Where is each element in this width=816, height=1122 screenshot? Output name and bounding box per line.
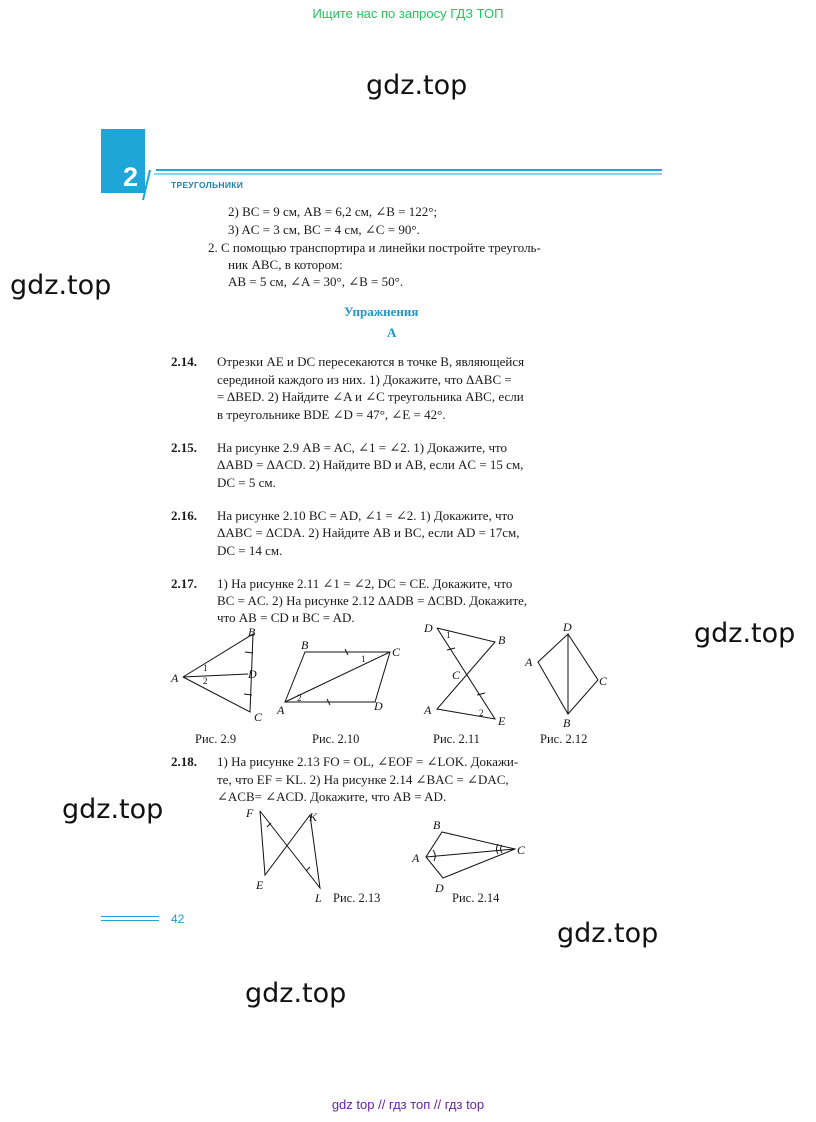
watermark: gdz.top: [10, 270, 112, 301]
label: A: [424, 703, 432, 717]
page-number: 42: [171, 912, 185, 926]
problem-line: ΔABD = ΔACD. 2) Найдите BD и AB, если AC = 15 см,: [217, 457, 524, 472]
watermark: gdz.top: [245, 978, 347, 1009]
label: B: [301, 638, 309, 652]
problem-line: На рисунке 2.9 AB = AC, ∠1 = ∠2. 1) Докажите, что: [217, 440, 508, 455]
figure-caption: Рис. 2.9: [195, 732, 237, 746]
problem-line: что AB = CD и BC = AD.: [217, 610, 355, 625]
label: C: [517, 843, 526, 857]
label: E: [498, 714, 506, 728]
label: B: [433, 818, 441, 832]
figure-2-11: [423, 622, 506, 728]
label: A: [525, 655, 533, 669]
page-rule: [101, 916, 159, 917]
label: L: [315, 891, 322, 903]
figure-2-13: [245, 806, 322, 903]
problem-line: в треугольнике BDE ∠D = 47°, ∠E = 42°.: [217, 407, 446, 422]
label: 1: [203, 663, 208, 673]
watermark: gdz.top: [62, 794, 164, 825]
label: 1: [361, 654, 366, 664]
problem-line: ΔABC = ΔCDA. 2) Найдите AB и BC, если AD = 17см,: [217, 525, 520, 540]
figure-2-9: [170, 625, 263, 724]
label: F: [246, 806, 254, 820]
intro-line: AB = 5 см, ∠A = 30°, ∠B = 50°.: [228, 274, 404, 289]
label: D: [248, 667, 257, 681]
header-search-link[interactable]: Ищите нас по запросу ГДЗ ТОП: [312, 6, 504, 21]
footer-links[interactable]: gdz top // гдз топ // гдз top: [331, 1097, 485, 1112]
watermark: gdz.top: [366, 70, 468, 101]
problem-line: те, что EF = KL. 2) На рисунке 2.14 ∠BAC = ∠DAC,: [217, 772, 509, 787]
problem-line: На рисунке 2.10 BC = AD, ∠1 = ∠2. 1) Докажите, что: [217, 508, 514, 523]
problem-number: 2.17.: [171, 576, 197, 591]
exercises-heading: Упражнения: [344, 304, 419, 319]
problem-number: 2.16.: [171, 508, 197, 523]
label: D: [435, 881, 444, 895]
problem-line: DC = 5 см.: [217, 475, 276, 490]
label: A: [277, 703, 285, 717]
watermark: gdz.top: [694, 618, 796, 649]
label: B: [498, 633, 506, 647]
problem-line: DC = 14 см.: [217, 543, 283, 558]
label: C: [254, 710, 263, 724]
problem-number: 2.18.: [171, 754, 197, 769]
figure-2-12: [524, 622, 608, 730]
label: E: [256, 878, 264, 892]
label: B: [563, 716, 571, 730]
problem-line: 1) На рисунке 2.13 FO = OL, ∠EOF = ∠LOK. Докажи-: [217, 754, 519, 769]
figures-row-1: [165, 622, 625, 732]
label: 2: [479, 708, 484, 718]
problem-line: BC = AC. 2) На рисунке 2.12 ΔADB = ΔCBD. Докажите,: [217, 593, 528, 608]
label: C: [392, 645, 401, 659]
problem-line: 1) На рисунке 2.11 ∠1 = ∠2, DC = CE. Докажите, что: [217, 576, 513, 591]
label: 2: [297, 693, 302, 703]
label: D: [424, 622, 433, 635]
label: K: [309, 810, 318, 824]
figure-caption: Рис. 2.13: [333, 891, 381, 905]
level-label: A: [387, 325, 397, 340]
figures-row-2: [240, 803, 540, 903]
figure-caption: Рис. 2.10: [312, 732, 360, 746]
label: 1: [446, 630, 451, 640]
intro-line: 2) BC = 9 см, AB = 6,2 см, ∠B = 122°;: [228, 204, 438, 219]
problem-line: серединой каждого из них. 1) Докажите, что ΔABC =: [217, 372, 512, 387]
page-rule: [101, 920, 159, 921]
problem-line: ∠ACB= ∠ACD. Докажите, что AB = AD.: [217, 789, 447, 804]
problem-number: 2.14.: [171, 354, 197, 369]
intro-line: 3) AC = 3 см, BC = 4 см, ∠C = 90°.: [228, 222, 420, 237]
problem-line: Отрезки AE и DC пересекаются в точке B, являющейся: [217, 354, 525, 369]
label: C: [599, 674, 608, 688]
intro-line: 2. С помощью транспортира и линейки постройте треуголь-: [208, 240, 541, 255]
figure-2-10: [276, 638, 401, 717]
watermark: gdz.top: [557, 918, 659, 949]
label: A: [171, 671, 179, 685]
intro-line: ник ABC, в котором:: [228, 257, 343, 272]
figure-2-14: [411, 818, 526, 895]
label: 2: [203, 676, 208, 686]
figure-caption: Рис. 2.11: [433, 732, 480, 746]
chapter-title: ТРЕУГОЛЬНИКИ: [171, 180, 244, 190]
figure-caption: Рис. 2.14: [452, 891, 500, 905]
label: D: [563, 622, 572, 634]
chapter-number: 2: [123, 162, 139, 192]
label: A: [412, 851, 420, 865]
problem-line: = ΔBED. 2) Найдите ∠A и ∠C треугольника ABC, если: [217, 389, 524, 404]
label: C: [452, 668, 461, 682]
label: D: [374, 699, 383, 713]
problem-number: 2.15.: [171, 440, 197, 455]
figure-caption: Рис. 2.12: [540, 732, 588, 746]
label: B: [248, 625, 256, 639]
